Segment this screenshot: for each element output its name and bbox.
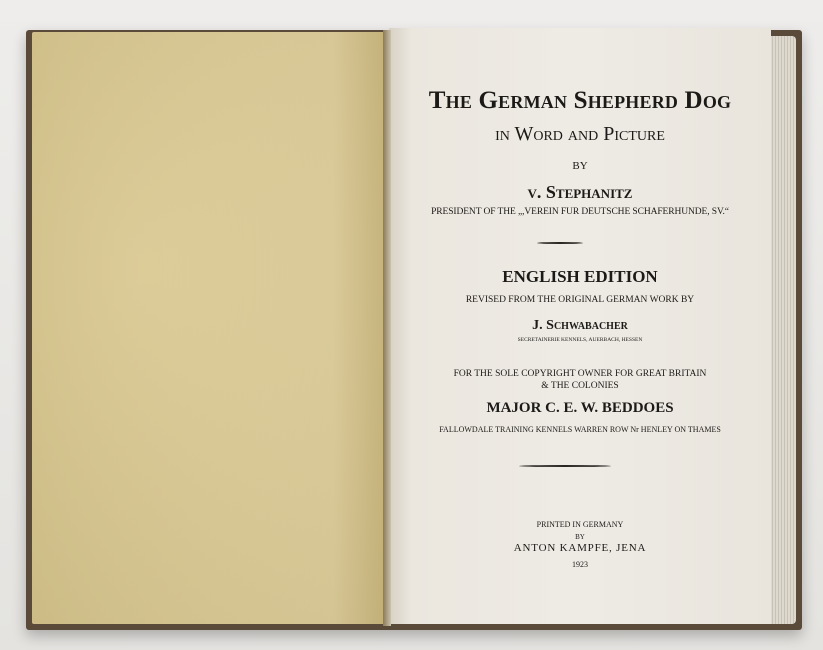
printer-name: ANTON KAMPFE, JENA <box>513 542 647 554</box>
printed-by-label: BY <box>575 533 585 541</box>
revised-note: REVISED FROM THE ORIGINAL GERMAN WORK BY <box>465 295 695 305</box>
copyright-line-2: & THE COLONIES <box>541 381 619 391</box>
book-title: The German Shepherd Dog <box>428 87 732 114</box>
editor-name: J. Schwabacher <box>532 318 628 333</box>
editor-affiliation: SECRETAINERIE KENNELS, AUERBACH, HESSEN <box>517 337 643 343</box>
owner-address: FALLOWDALE TRAINING KENNELS WARREN ROW Nr HENLEY ON THAMES <box>439 425 721 434</box>
title-page <box>389 28 771 624</box>
book-subtitle: in Word and Picture <box>495 123 665 145</box>
copyright-line-1: FOR THE SOLE COPYRIGHT OWNER FOR GREAT BRITAIN <box>453 369 707 379</box>
by-label: BY <box>572 160 588 172</box>
edition-label: ENGLISH EDITION <box>502 267 658 286</box>
ornament-rule-top <box>537 242 583 244</box>
author-affiliation: PRESIDENT OF THE „,VEREIN FUR DEUTSCHE SCHAFERHUNDE, SV.“ <box>431 207 729 217</box>
copyright-note <box>389 368 771 392</box>
author-name: v. Stephanitz <box>527 182 633 202</box>
ornament-rule-bottom <box>519 465 611 467</box>
left-endpaper <box>32 32 386 624</box>
publication-year: 1923 <box>572 560 588 569</box>
copyright-owner: MAJOR C. E. W. BEDDOES <box>486 400 674 416</box>
book-gutter <box>383 30 391 626</box>
page-edges <box>770 36 796 624</box>
printed-in: PRINTED IN GERMANY <box>536 520 624 529</box>
